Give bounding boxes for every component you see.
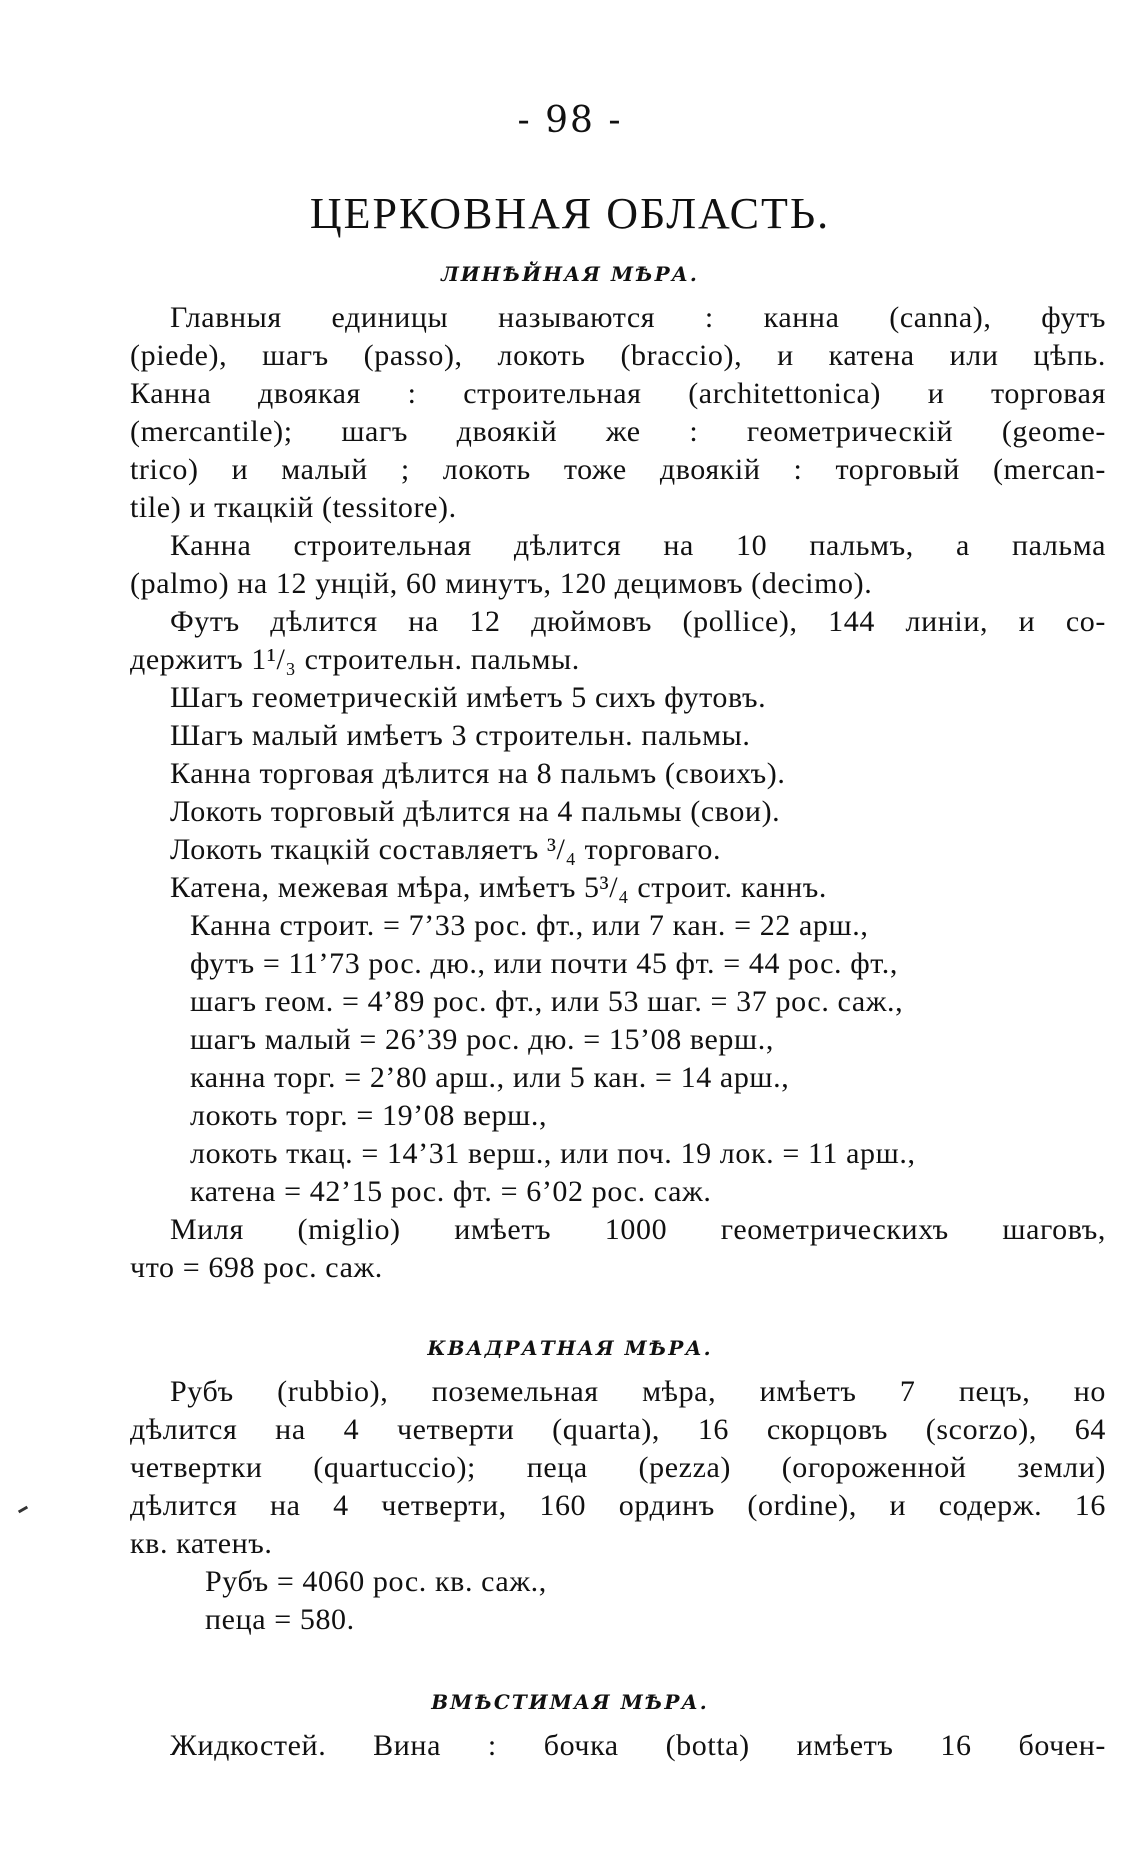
paragraph-line: Шагъ геометрическій имѣетъ 5 сихъ футовъ. bbox=[170, 681, 767, 714]
paragraph-line: Канна строительная дѣлится на 10 пальмъ, а пальма bbox=[170, 529, 1106, 562]
paragraph-line: четвертки (quartuccio); пеца (pezza) (огороженной земли) bbox=[130, 1451, 1106, 1484]
paragraph-line: локоть ткац. = 14’31 верш., или поч. 19 лок. = 11 арш., bbox=[190, 1137, 916, 1170]
paragraph-line: канна торг. = 2’80 арш., или 5 кан. = 14 арш., bbox=[190, 1061, 790, 1094]
paragraph-line: Миля (miglio) имѣетъ 1000 геометрическихъ шаговъ, bbox=[170, 1213, 1106, 1246]
paragraph-line: trico) и малый ; локоть тоже двоякій : торговый (mercan- bbox=[130, 453, 1106, 486]
paragraph-line: дѣлится на 4 четверти, 160 ординъ (ordine), и содерж. 16 bbox=[130, 1489, 1106, 1522]
paragraph-line: (mercantile); шагъ двоякій же : геометрическій (geome- bbox=[130, 415, 1106, 448]
section-heading-capacity: ВМѢСТИМАЯ МѢРА. bbox=[431, 1690, 709, 1714]
paragraph-line: Локоть ткацкій составляетъ ³/₄ торговаго. bbox=[170, 833, 722, 866]
paragraph-line: tile) и ткацкій (tessitore). bbox=[130, 491, 457, 524]
paragraph-line: Катена, межевая мѣра, имѣетъ 5³/₄ строит. каннъ. bbox=[170, 871, 827, 904]
paragraph-line: шагъ малый = 26’39 рос. дю. = 15’08 верш., bbox=[190, 1023, 774, 1056]
paragraph-line: кв. катенъ. bbox=[130, 1527, 273, 1560]
paragraph-line: (palmo) на 12 унцій, 60 минутъ, 120 децимовъ (decimo). bbox=[130, 567, 873, 600]
page-number: - 98 - bbox=[517, 100, 623, 141]
paragraph-line: Жидкостей. Вина : бочка (botta) имѣетъ 16 бочен- bbox=[170, 1729, 1106, 1762]
paragraph-line: Канна строит. = 7’33 рос. фт., или 7 кан. = 22 арш., bbox=[190, 909, 869, 942]
section-heading-linear: ЛИНѢЙНАЯ МѢРА. bbox=[441, 262, 699, 286]
paragraph-line: шагъ геом. = 4’89 рос. фт., или 53 шаг. = 37 рос. саж., bbox=[190, 985, 904, 1018]
paragraph-line: дѣлится на 4 четверти (quarta), 16 скорцовъ (scorzo), 64 bbox=[130, 1413, 1106, 1446]
paragraph-line: Шагъ малый имѣетъ 3 строительн. пальмы. bbox=[170, 719, 751, 752]
paragraph-line: Футъ дѣлится на 12 дюймовъ (pollice), 144 линіи, и со- bbox=[170, 605, 1106, 638]
paragraph-line: держитъ 1¹/₃ строительн. пальмы. bbox=[130, 643, 580, 676]
paragraph-line: Канна торговая дѣлится на 8 пальмъ (своихъ). bbox=[170, 757, 786, 790]
paragraph-line: футъ = 11’73 рос. дю., или почти 45 фт. = 44 рос. фт., bbox=[190, 947, 898, 980]
paragraph-line: (piede), шагъ (passo), локоть (braccio), и катена или цѣпь. bbox=[130, 339, 1106, 372]
paragraph-line: Канна двоякая : строительная (architettonica) и торговая bbox=[130, 377, 1106, 410]
paragraph-line: Рубъ = 4060 рос. кв. саж., bbox=[205, 1565, 547, 1598]
paragraph-line: катена = 42’15 рос. фт. = 6’02 рос. саж. bbox=[190, 1175, 712, 1208]
paragraph-line: локоть торг. = 19’08 верш., bbox=[190, 1099, 548, 1132]
section-heading-square: КВАДРАТНАЯ МѢРА. bbox=[427, 1336, 713, 1360]
paragraph-line: Локоть торговый дѣлится на 4 пальмы (свои). bbox=[170, 795, 781, 828]
paragraph-line: пеца = 580. bbox=[205, 1603, 355, 1636]
paragraph-line: Рубъ (rubbio), поземельная мѣра, имѣетъ 7 пецъ, но bbox=[170, 1375, 1106, 1408]
page-title: ЦЕРКОВНАЯ ОБЛАСТЬ. bbox=[309, 189, 831, 238]
print-speck bbox=[18, 1506, 28, 1514]
paragraph-line: что = 698 рос. саж. bbox=[130, 1251, 383, 1284]
paragraph-line: Главныя единицы называются : канна (canna), футъ bbox=[170, 301, 1106, 334]
